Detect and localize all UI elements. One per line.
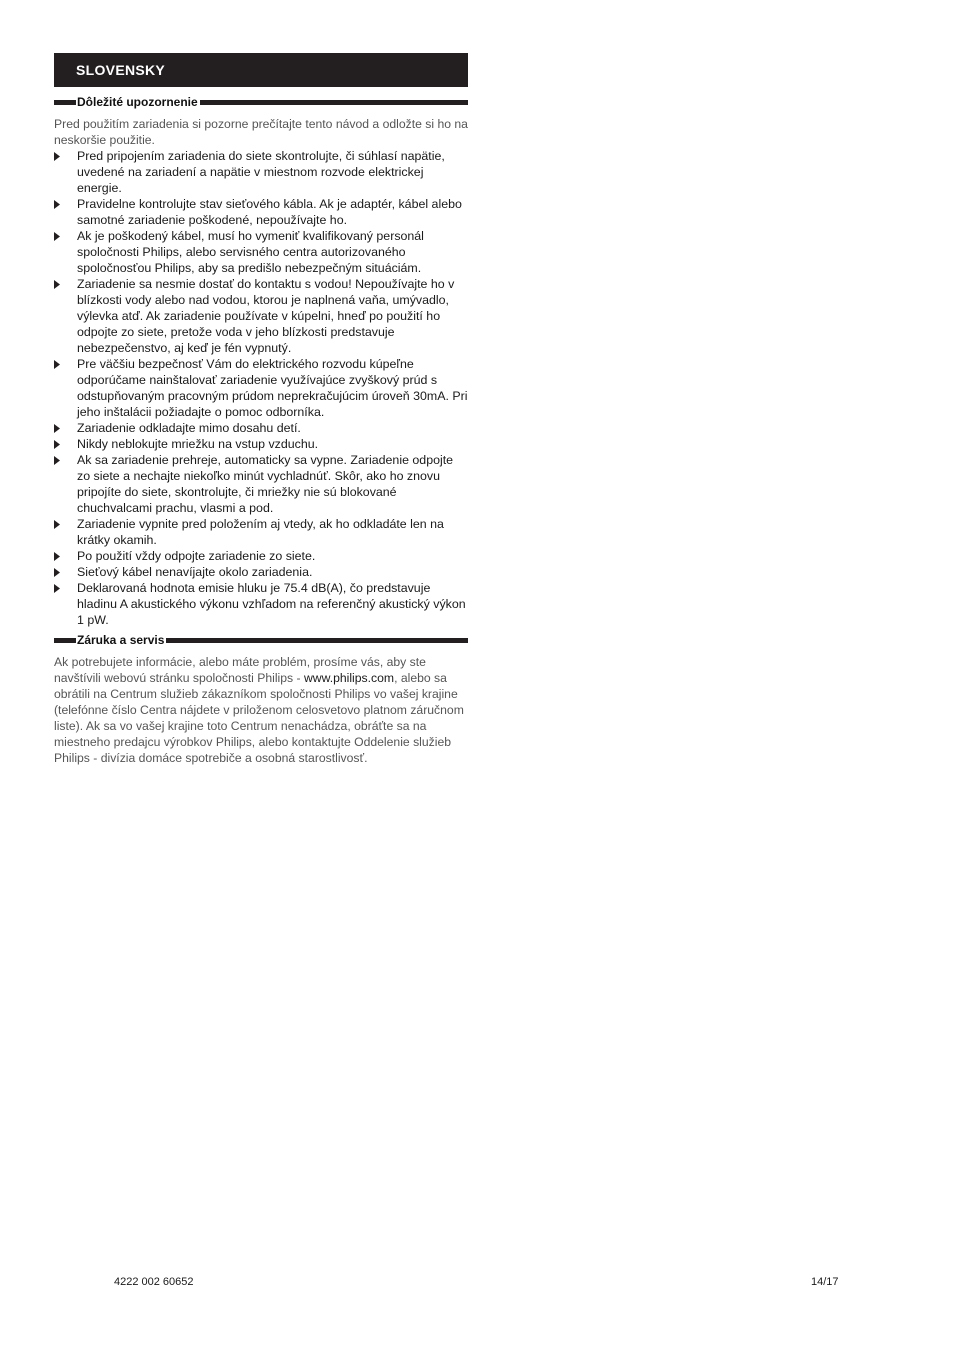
bullet-icon (54, 456, 60, 465)
list-item-text: Nikdy neblokujte mriežku na vstup vzduchu. (77, 437, 319, 451)
heading-rule (166, 638, 468, 643)
document-number: 4222 002 60652 (114, 1276, 194, 1288)
list-item (54, 420, 468, 436)
list-item (54, 196, 468, 228)
language-title: SLOVENSKY (76, 62, 166, 78)
warranty-paragraph (54, 654, 468, 766)
content-column (54, 53, 468, 766)
philips-website-link[interactable]: www.philips.com (303, 671, 395, 685)
bullet-icon (54, 440, 60, 449)
list-item-text: Ak sa zariadenie prehreje, automaticky sa vypne. Zariadenie odpojte zo siete a nechajte niekoľko minút vychladnúť. Skôr, ako ho znovu pripojíte do siete, skontrolujte, či mriežky nie sú blokované chuchvalcami prachu, vlasmi a pod. (77, 453, 454, 515)
list-item-text: Deklarovaná hodnota emisie hluku je 75.4 dB(A), čo predstavuje hladinu A akustického výkonu vzhľadom na referenčný akustický výkon 1 pW. (77, 581, 466, 627)
list-item-text: Pravidelne kontrolujte stav sieťového kábla. Ak je adaptér, kábel alebo samotné zariadenie poškodené, nepoužívajte ho. (77, 197, 462, 227)
list-item-text: Sieťový kábel nenavíjajte okolo zariadenia. (77, 565, 313, 579)
heading-lead-bar (54, 100, 76, 105)
list-item (54, 436, 468, 452)
list-item-text: Ak je poškodený kábel, musí ho vymeniť kvalifikovaný personál spoločnosti Philips, alebo servisného centra autorizovaného spoločnosťou Philips, aby sa predišlo nebezpečným situáciám. (77, 229, 424, 275)
list-item-text: Zariadenie sa nesmie dostať do kontaktu s vodou! Nepoužívajte ho v blízkosti vody alebo nad vodou, ktorou je naplnená vaňa, umývadlo, výlevka atď. Ak zariadenie používate v kúpelni, hneď po použití ho odpojte zo siete, pretože voda v jeho blízkosti predstavuje nebezpečenstvo, aj keď je fén vypnutý. (77, 277, 455, 355)
bullet-icon (54, 552, 60, 561)
section-heading-important (54, 94, 468, 110)
list-item-text: Po použití vždy odpojte zariadenie zo siete. (77, 549, 316, 563)
list-item-text: Zariadenie vypnite pred položením aj vtedy, ak ho odkladáte len na krátky okamih. (77, 517, 444, 547)
list-item (54, 276, 468, 356)
language-header-bar (54, 53, 468, 87)
bullet-icon (54, 520, 60, 529)
list-item (54, 452, 468, 516)
bullet-icon (54, 568, 60, 577)
bullet-icon (54, 152, 60, 161)
list-item (54, 564, 468, 580)
section-heading-warranty (54, 632, 468, 648)
warranty-text-after: , alebo sa obrátili na Centrum služieb zákazníkom spoločnosti Philips vo vašej krajine (telefónne číslo Centra nájdete v priloženom celosvetovo platnom záručnom liste). Ak sa vo vašej krajine toto Centrum nenachádza, obráťte sa na miestneho predajcu výrobkov Philips, alebo kontaktujte Oddelenie služieb Philips - divízia domáce spotrebiče a osobná starostlivosť. (54, 671, 464, 765)
bullet-icon (54, 200, 60, 209)
list-item (54, 356, 468, 420)
heading-lead-bar (54, 638, 76, 643)
list-item (54, 548, 468, 564)
list-item (54, 516, 468, 548)
warranty-text-before: Ak potrebujete informácie, alebo máte problém, prosíme vás, aby ste navštívili webovú stránku spoločnosti Philips - (54, 655, 426, 685)
bullet-icon (54, 280, 60, 289)
list-item-text: Pre väčšiu bezpečnosť Vám do elektrického rozvodu kúpeľne odporúčame nainštalovať zariadenie využívajúce zvyškový prúd s odstupňovaným pracovným prúdom neprekračujúcim úroveň 30mA. Pri jeho inštalácii požiadajte o pomoc odborníka. (77, 357, 468, 419)
intro-paragraph: Pred použitím zariadenia si pozorne prečítajte tento návod a odložte si ho na neskoršie použitie. (54, 117, 468, 147)
list-item (54, 148, 468, 196)
list-item (54, 228, 468, 276)
bullet-icon (54, 232, 60, 241)
heading-rule (200, 100, 468, 105)
bullet-icon (54, 424, 60, 433)
warning-list (54, 148, 468, 628)
bullet-icon (54, 584, 60, 593)
list-item-text: Zariadenie odkladajte mimo dosahu detí. (77, 421, 301, 435)
list-item (54, 580, 468, 628)
section-title: Záruka a servis (77, 633, 165, 647)
list-item-text: Pred pripojením zariadenia do siete skontrolujte, či súhlasí napätie, uvedené na zariadení a napätie v miestnom rozvode elektrickej energie. (77, 149, 445, 195)
page-number: 14/17 (811, 1276, 839, 1288)
section-title: Dôležité upozornenie (77, 95, 198, 109)
bullet-icon (54, 360, 60, 369)
